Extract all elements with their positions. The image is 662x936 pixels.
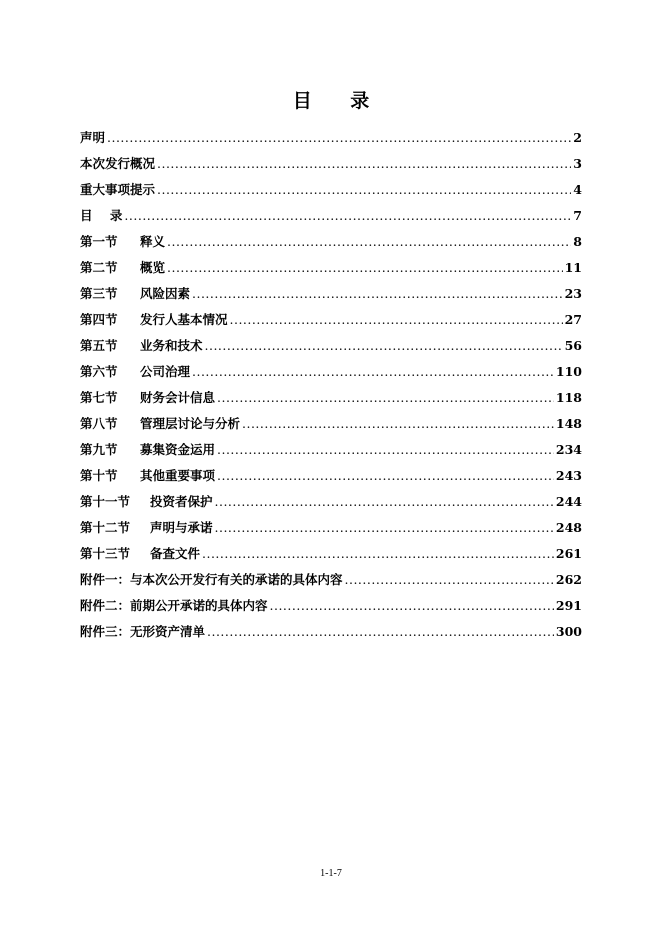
toc-entry-page: 248 bbox=[555, 520, 582, 535]
toc-leader-dots bbox=[215, 515, 554, 541]
toc-entry-appendix-3[interactable] bbox=[80, 619, 582, 645]
toc-entry-section-1[interactable] bbox=[80, 229, 582, 255]
toc-leader-dots bbox=[217, 437, 554, 463]
toc-entry-section-13[interactable] bbox=[80, 541, 582, 567]
toc-entry-page: 2 bbox=[573, 130, 582, 145]
toc-leader-dots bbox=[107, 125, 571, 151]
toc-leader-dots bbox=[270, 593, 554, 619]
toc-entry-offering-overview[interactable] bbox=[80, 151, 582, 177]
toc-entry-section-6[interactable] bbox=[80, 359, 582, 385]
toc-entry-label: 概览 bbox=[140, 260, 166, 275]
toc-entry-section-3[interactable] bbox=[80, 281, 582, 307]
page-number: 1-1-7 bbox=[320, 868, 342, 879]
toc-entry-label: 发行人基本情况 bbox=[140, 312, 228, 327]
toc-entry-page: 261 bbox=[555, 546, 582, 561]
toc-entry-page: 148 bbox=[555, 416, 582, 431]
toc-entry-page: 4 bbox=[573, 182, 582, 197]
toc-entry-page: 3 bbox=[573, 156, 582, 171]
toc-leader-dots bbox=[167, 229, 571, 255]
toc-entry-section-8[interactable] bbox=[80, 411, 582, 437]
toc-entry-label: 声明 bbox=[80, 130, 106, 145]
toc-entry-label: 附件一：与本次公开发行有关的承诺的具体内容 bbox=[80, 572, 343, 587]
toc-entry-page: 300 bbox=[555, 624, 582, 639]
toc-entry-section-10[interactable] bbox=[80, 463, 582, 489]
toc-entry-page: 110 bbox=[555, 364, 582, 379]
page-title: 目 录 bbox=[292, 90, 386, 112]
toc-entry-number: 第一节 bbox=[80, 234, 118, 249]
toc-leader-dots bbox=[192, 281, 563, 307]
toc-entry-label: 附件三：无形资产清单 bbox=[80, 624, 206, 639]
toc-leader-dots bbox=[230, 307, 563, 333]
toc-entry-section-9[interactable] bbox=[80, 437, 582, 463]
toc-entry-number: 第六节 bbox=[80, 364, 118, 379]
toc-entry-page: 7 bbox=[573, 208, 582, 223]
toc-entry-page: 56 bbox=[564, 338, 582, 353]
toc-entry-page: 291 bbox=[555, 598, 582, 613]
toc-leader-dots bbox=[157, 177, 571, 203]
toc-entry-appendix-2[interactable] bbox=[80, 593, 582, 619]
toc-entry-number: 第十一节 bbox=[80, 494, 131, 509]
toc-entry-number: 第九节 bbox=[80, 442, 118, 457]
toc-entry-number: 第二节 bbox=[80, 260, 118, 275]
toc-entry-page: 11 bbox=[564, 260, 582, 275]
toc-leader-dots bbox=[167, 255, 563, 281]
toc-entry-number: 第五节 bbox=[80, 338, 118, 353]
toc-entry-number: 第十三节 bbox=[80, 546, 131, 561]
toc-entry-page: 23 bbox=[564, 286, 582, 301]
toc-entry-page: 8 bbox=[573, 234, 582, 249]
toc-entry-label: 投资者保护 bbox=[150, 494, 213, 509]
toc-entry-appendix-1[interactable] bbox=[80, 567, 582, 593]
toc-entry-number: 第十节 bbox=[80, 468, 118, 483]
toc-leader-dots bbox=[202, 541, 554, 567]
toc-leader-dots bbox=[157, 151, 571, 177]
toc-leader-dots bbox=[217, 463, 554, 489]
toc-entry-label: 公司治理 bbox=[140, 364, 191, 379]
toc-entry-label: 重大事项提示 bbox=[80, 182, 156, 197]
toc-entry-number: 第八节 bbox=[80, 416, 118, 431]
toc-leader-dots bbox=[124, 203, 571, 229]
toc-entry-number: 第四节 bbox=[80, 312, 118, 327]
toc-entry-number: 第七节 bbox=[80, 390, 118, 405]
toc-entry-section-5[interactable] bbox=[80, 333, 582, 359]
toc-entry-statement[interactable] bbox=[80, 125, 582, 151]
toc-entry-number: 第十二节 bbox=[80, 520, 131, 535]
toc-leader-dots bbox=[192, 359, 554, 385]
toc-entry-label: 业务和技术 bbox=[140, 338, 203, 353]
toc-entry-page: 27 bbox=[564, 312, 582, 327]
toc-entry-label: 释义 bbox=[140, 234, 166, 249]
toc-entry-section-11[interactable] bbox=[80, 489, 582, 515]
toc-entry-section-4[interactable] bbox=[80, 307, 582, 333]
toc-entry-page: 118 bbox=[555, 390, 582, 405]
toc-leader-dots bbox=[207, 619, 554, 645]
toc-leader-dots bbox=[215, 489, 554, 515]
toc-entry-label: 其他重要事项 bbox=[140, 468, 216, 483]
toc-entry-label: 本次发行概况 bbox=[80, 156, 156, 171]
toc-leader-dots bbox=[242, 411, 554, 437]
table-of-contents bbox=[80, 125, 582, 645]
toc-entry-page: 243 bbox=[555, 468, 582, 483]
toc-entry-label: 声明与承诺 bbox=[150, 520, 213, 535]
toc-entry-label: 备查文件 bbox=[150, 546, 201, 561]
toc-entry-section-2[interactable] bbox=[80, 255, 582, 281]
toc-entry-number: 第三节 bbox=[80, 286, 118, 301]
toc-entry-label: 附件二：前期公开承诺的具体内容 bbox=[80, 598, 268, 613]
toc-leader-dots bbox=[217, 385, 554, 411]
toc-entry-page: 234 bbox=[555, 442, 582, 457]
toc-entry-label: 目 录 bbox=[80, 208, 123, 223]
toc-entry-label: 募集资金运用 bbox=[140, 442, 216, 457]
toc-entry-label: 风险因素 bbox=[140, 286, 191, 301]
toc-leader-dots bbox=[205, 333, 563, 359]
toc-leader-dots bbox=[345, 567, 554, 593]
toc-entry-major-notices[interactable] bbox=[80, 177, 582, 203]
toc-entry-label: 管理层讨论与分析 bbox=[140, 416, 241, 431]
toc-entry-contents[interactable] bbox=[80, 203, 582, 229]
toc-entry-page: 244 bbox=[555, 494, 582, 509]
toc-entry-page: 262 bbox=[555, 572, 582, 587]
toc-entry-section-7[interactable] bbox=[80, 385, 582, 411]
toc-entry-section-12[interactable] bbox=[80, 515, 582, 541]
toc-entry-label: 财务会计信息 bbox=[140, 390, 216, 405]
